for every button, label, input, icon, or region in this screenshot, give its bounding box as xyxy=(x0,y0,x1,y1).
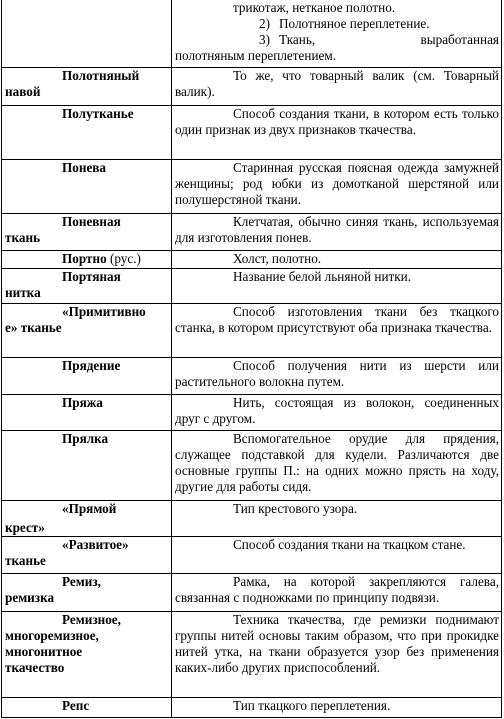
definition-cell: Способ создания ткани, в котором есть только один признак из двух признаков ткачества. xyxy=(172,106,502,160)
definition-cell: Холст, полотно. xyxy=(172,251,502,269)
definition-cell: Способ получения нити из шерсти или растительного волокна путем. xyxy=(172,358,502,395)
definition-cell: Техника ткачества, где ремизки поднимают группы нитей основы таким образом, что при прокидке нитей утка, на ткани образуется узор без применения каких-либо других приспособлений. xyxy=(172,612,502,698)
definition-cell: Способ изготовления ткани без ткацкого станка, в котором присутствуют оба признака ткачества. xyxy=(172,304,502,358)
term-cell: Полутканье xyxy=(2,106,172,160)
table-row xyxy=(2,431,502,501)
definition-cell: Название белой льняной нитки. xyxy=(172,269,502,304)
term-cell: Портяная нитка xyxy=(2,269,172,304)
term-cell: Полотняный навой xyxy=(2,68,172,106)
table-row xyxy=(2,537,502,574)
definition-cell: Старинная русская поясная одежда замужней женщины; род юбки из домотканой шерстяной или полушерстяной ткани. xyxy=(172,160,502,214)
table-row xyxy=(2,214,502,251)
table-row xyxy=(2,698,502,718)
definition-text: трикотаж, нетканое полотно. xyxy=(233,0,396,15)
definition-cell: Нить, состоящая из волокон, соединенных друг с другом. xyxy=(172,395,502,431)
table-row xyxy=(2,358,502,395)
term-cell: Репс xyxy=(2,698,172,718)
term-cell xyxy=(2,0,172,68)
definition-cell: Тип крестового узора. xyxy=(172,501,502,537)
definition-cell: Тип ткацкого переплетения. xyxy=(172,698,502,718)
definition-cell: Способ создания ткани на ткацком стане. xyxy=(172,537,502,574)
glossary-table xyxy=(1,0,502,718)
definition-cell: Рамка, на которой закрепляются галева, связанная с подножками по принципу подвязи. xyxy=(172,574,502,612)
table-row xyxy=(2,68,502,106)
table-row xyxy=(2,304,502,358)
term-cell: Прялка xyxy=(2,431,172,501)
term-cell: «Развитое» тканье xyxy=(2,537,172,574)
table-row xyxy=(2,106,502,160)
table-row xyxy=(2,612,502,698)
term-cell: Пряжа xyxy=(2,395,172,431)
table-row xyxy=(2,501,502,537)
table-row xyxy=(2,395,502,431)
term-cell: Портно (рус.) xyxy=(2,251,172,269)
definition-cell: Клетчатая, обычно синяя ткань, используемая для изготовления понев. xyxy=(172,214,502,251)
term-cell: Понева xyxy=(2,160,172,214)
list-item: 2) Полотняное переплетение. xyxy=(259,16,430,31)
list-item: 3) Ткань, выработанная xyxy=(259,32,499,47)
term-cell: «Примитивно е» тканье xyxy=(2,304,172,358)
term-cell: Ремиз, ремизка xyxy=(2,574,172,612)
definition-cell: Вспомогательное орудие для прядения, служащее подставкой для кудели. Различаются две основные группы П.: на одних можно прясть на ходу, другие для работы сидя. xyxy=(172,431,502,501)
table-row xyxy=(2,574,502,612)
term-cell: Поневная ткань xyxy=(2,214,172,251)
definition-text: полотняным переплетением. xyxy=(175,48,336,63)
term-cell: Ремизное, многоремизное, многонитное ткачество xyxy=(2,612,172,698)
term-cell: «Прямой крест» xyxy=(2,501,172,537)
table-row xyxy=(2,160,502,214)
table-row xyxy=(2,0,502,68)
table-row xyxy=(2,251,502,269)
term-cell: Прядение xyxy=(2,358,172,395)
definition-cell: То же, что товарный валик (см. Товарный валик). xyxy=(172,68,502,106)
definition-cell xyxy=(172,0,502,68)
table-row xyxy=(2,269,502,304)
